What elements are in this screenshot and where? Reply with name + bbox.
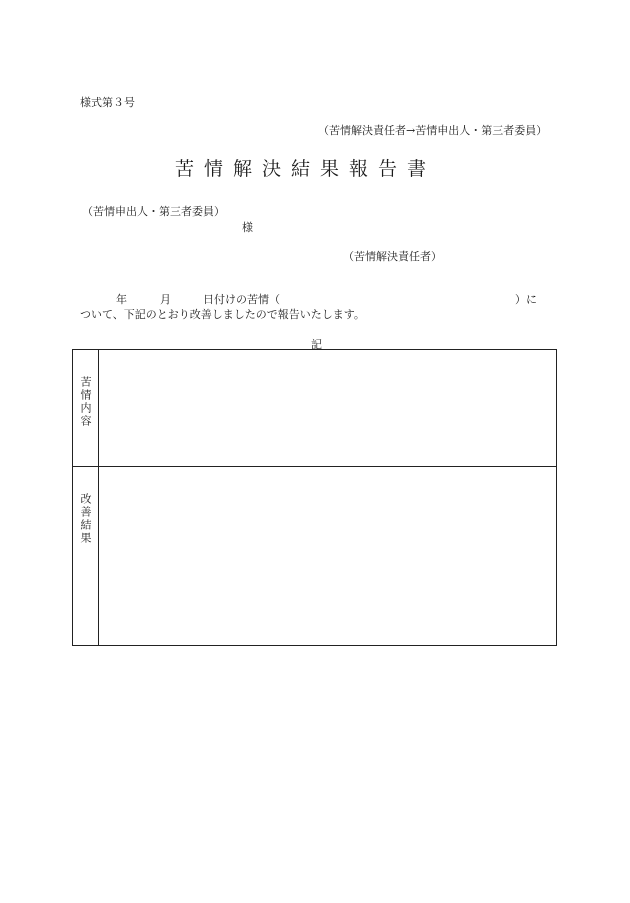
result-header: 改善結果	[79, 493, 92, 545]
recipient-label: （苦情申出人・第三者委員）	[82, 205, 225, 218]
report-table	[72, 349, 557, 646]
honorific: 様	[242, 221, 253, 234]
document-title: 苦情解決結果報告書	[175, 158, 437, 180]
sender-label: （苦情解決責任者）	[343, 250, 442, 263]
year-label: 年	[116, 293, 127, 306]
result-header-cell	[73, 467, 99, 646]
complaint-row	[73, 350, 557, 467]
body-text-line2: ついて、下記のとおり改善しましたので報告いたします。	[80, 308, 365, 321]
complaint-content-cell	[99, 350, 557, 467]
result-content-cell	[99, 467, 557, 646]
month-label: 月	[160, 293, 171, 306]
date-complaint-label: 日付けの苦情（	[203, 293, 280, 306]
complaint-header: 苦情内容	[79, 376, 92, 428]
complaint-header-cell	[73, 350, 99, 467]
routing-line: （苦情解決責任者→苦情申出人・第三者委員）	[318, 124, 548, 137]
form-number: 様式第３号	[80, 96, 135, 109]
close-paren: ）に	[515, 293, 537, 306]
ki-heading: 記	[311, 338, 322, 351]
result-row	[73, 467, 557, 646]
